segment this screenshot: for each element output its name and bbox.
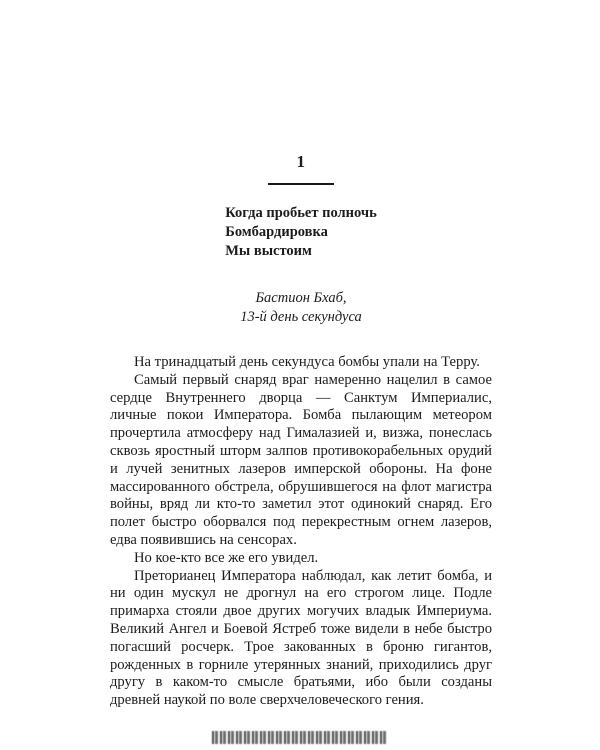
- dateline-block: [110, 289, 492, 327]
- epigraph-line-3: Мы выстоим: [225, 243, 312, 259]
- paragraph-4: Преторианец Императора наблюдал, как летит бомба, и ни один мускул не дрогнул на его строгом лице. Подле примарха стояли двое других могучих владык Империума. Великий Ангел и Боевой Ястреб тоже видели в небе быстро погасший росчерк. Трое закованных в броню гигантов, рожденных в горниле утерянных знаний, приходились друг другу в каком-то смысле братьями, ибо были созданы древней наукой по воле сверхчеловеческого гения.: [110, 567, 492, 709]
- epigraph-line-1: Когда пробьет полночь: [225, 205, 377, 221]
- paragraph-1: На тринадцатый день секундуса бомбы упали на Терру.: [134, 354, 480, 370]
- chapter-number: 1: [296, 152, 306, 171]
- chapter-divider-rule: [268, 183, 334, 185]
- dateline-date: 13-й день секундуса: [240, 309, 362, 325]
- epigraph-block: [110, 204, 492, 261]
- paragraph-2: Самый первый снаряд враг намеренно нацелил в самое сердце Внутреннего дворца — Санктум Империалис, личные покои Императора. Бомба пылающим метеором прочертила атмосферу над Гималазией и, визжа, понеслась сквозь яростный шторм залпов противокорабельных орудий и лучей зенитных лазеров имперской обороны. На фоне массированного обстрела, обрушившегося на флот магистра войны, вряд ли кто-то заметил этот одинокий снаряд. Его полет быстро оборвался под перекрестным огнем лазеров, едва появившись на сенсорах.: [110, 371, 492, 548]
- paragraph-3: Но кое-кто все же его увидел.: [134, 549, 319, 566]
- body-text: [110, 354, 492, 710]
- barcode-strip: [212, 731, 388, 744]
- epigraph-line-2: Бомбардировка: [225, 224, 328, 240]
- dateline-location: Бастион Бхаб,: [255, 290, 347, 306]
